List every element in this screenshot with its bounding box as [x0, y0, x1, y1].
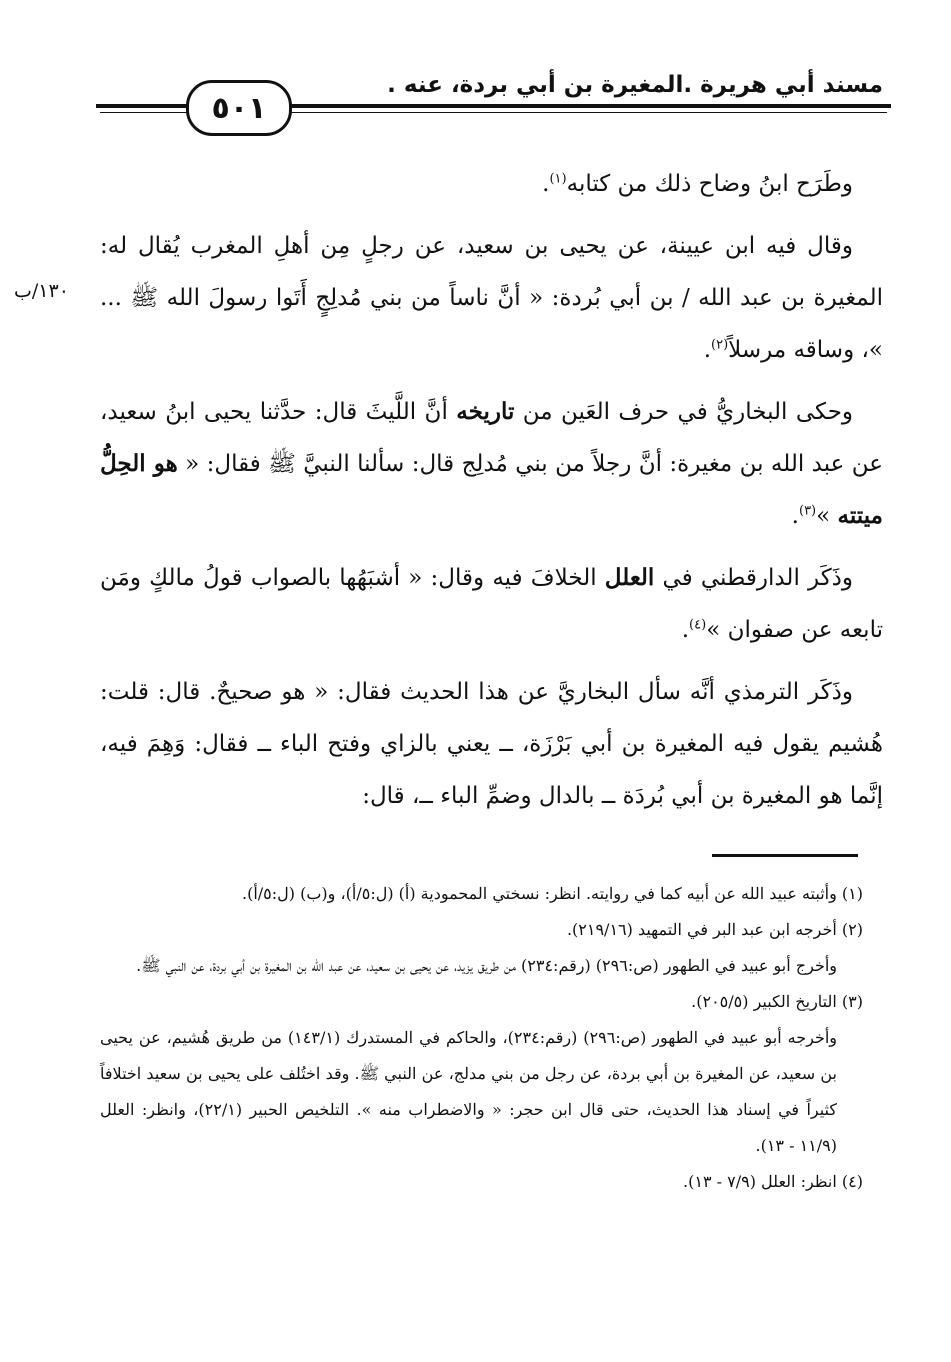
- footnote-3: (٣) التاريخ الكبير (٢٠٥/٥).: [691, 992, 863, 1011]
- footnotes: [100, 876, 863, 1200]
- footnote-ref-3: (٣): [798, 503, 817, 519]
- footnote-1: (١) وأثبته عبيد الله عن أبيه كما في روايته. انظر: نسختي المحمودية (أ) (ل:٥/أ)، و(ب) (ل:٥/أ).: [242, 884, 863, 903]
- paragraph-3-text-a: وحكى البخاريُّ في حرف العَين من: [522, 399, 854, 425]
- paragraph-5: وذَكَر الترمذي أنَّه سأل البخاريَّ عن هذا الحديث فقال: « هو صحيحٌ. قال: قلت: هُشيم يقول فيه المغيرة بن أبي بَرْزَة، ــ يعني بالزاي وفتح الباء ــ فقال: وَهِمَ فيه، إنَّما هو المغيرة بن أبي بُردَة ــ بالدال وضمِّ الباء ــ، قال:: [100, 679, 883, 809]
- book-title-ilal: العلل: [604, 564, 655, 591]
- paragraph-4-text-c: الخلافَ فيه وقال: « أشبَهُها بالصواب قولُ مالكٍ ومَن تابعه عن صفوان »: [100, 565, 883, 643]
- paragraph-1-end: .: [542, 171, 550, 197]
- footnote-ref-1: (١): [549, 171, 567, 187]
- running-header-title: مسند أبي هريرة .المغيرة بن أبي بردة، عنه .: [387, 72, 883, 98]
- margin-manuscript-folio: ١٣٠/ب: [14, 280, 69, 302]
- footnote-ref-2: (٢): [711, 337, 729, 353]
- footnote-3-continued: وأخرجه أبو عبيد في الطهور (ص:٢٩٦) (رقم:٢٣٤)، والحاكم في المستدرك (١٤٣/١) من طريق هُشيم، عن يحيى بن سعيد، عن المغيرة بن أبي بردة، عن رجل من بني مدلج، عن النبي ﷺ. وقد اختُلف على يحيى بن سعيد اختلافاً كثيراً في إسناد هذا الحديث، حتى قال ابن حجر: « والاضطراب منه ». التلخيص الحبير (٢٢/١)، وانظر: العلل (١١/٩ - ١٣).: [100, 1028, 838, 1155]
- footnote-ref-4: (٤): [689, 617, 707, 633]
- book-title-tarikh: تاريخه: [456, 398, 515, 425]
- paragraph-1-text: وطَرَح ابنُ وضاح ذلك من كتابه: [566, 171, 853, 197]
- paragraph-3-quote-close: »: [816, 503, 831, 529]
- hadith-text-bold: هو الحِلُّ ميتته: [100, 450, 883, 529]
- footnote-4: (٤) انظر: العلل (٧/٩ - ١٣).: [683, 1172, 863, 1191]
- paragraph-2: [100, 220, 883, 376]
- paragraph-3: [100, 386, 883, 542]
- footnote-2-continued: وأخرج أبو عبيد في الطهور (ص:٢٩٦) (رقم:٢٣٤) من طريق يزيد، عن يحيى بن سعيد، عن عبد الله بن المغيرة بن أبي بردة، عن النبي ﷺ.: [136, 956, 837, 975]
- paragraph-3-text-c: أنَّ اللَّيثَ قال: حدَّثنا يحيى ابنُ سعيد، عن عبد الله بن مغيرة: أنَّ رجلاً من بني مُدلِج قال: سألنا النبيَّ ﷺ فقال: «: [100, 399, 884, 477]
- paragraph-3-end: .: [791, 503, 799, 529]
- paragraph-4-text-a: وذَكَر الدارقطني في: [662, 565, 854, 591]
- footnote-2: (٢) أخرجه ابن عبد البر في التمهيد (٢١٩/١٦).: [566, 920, 863, 939]
- main-text: [100, 158, 883, 832]
- paragraph-2-text: وقال فيه ابن عيينة، عن يحيى بن سعيد، عن رجلٍ مِن أهلِ المغرب يُقال له: المغيرة بن عبد الله / بن أبي بُردة: « أنَّ ناساً من بني مُدلِجٍ أَتَوا رسولَ الله ﷺ ... »، وساقه مرسلاً: [100, 233, 883, 363]
- paragraph-4: [100, 552, 883, 656]
- page-number-badge: ٥٠١: [186, 80, 292, 136]
- paragraph-1: [100, 158, 883, 210]
- paragraph-4-end: .: [681, 617, 690, 643]
- footnote-separator: [712, 854, 858, 857]
- paragraph-2-end: .: [703, 337, 712, 363]
